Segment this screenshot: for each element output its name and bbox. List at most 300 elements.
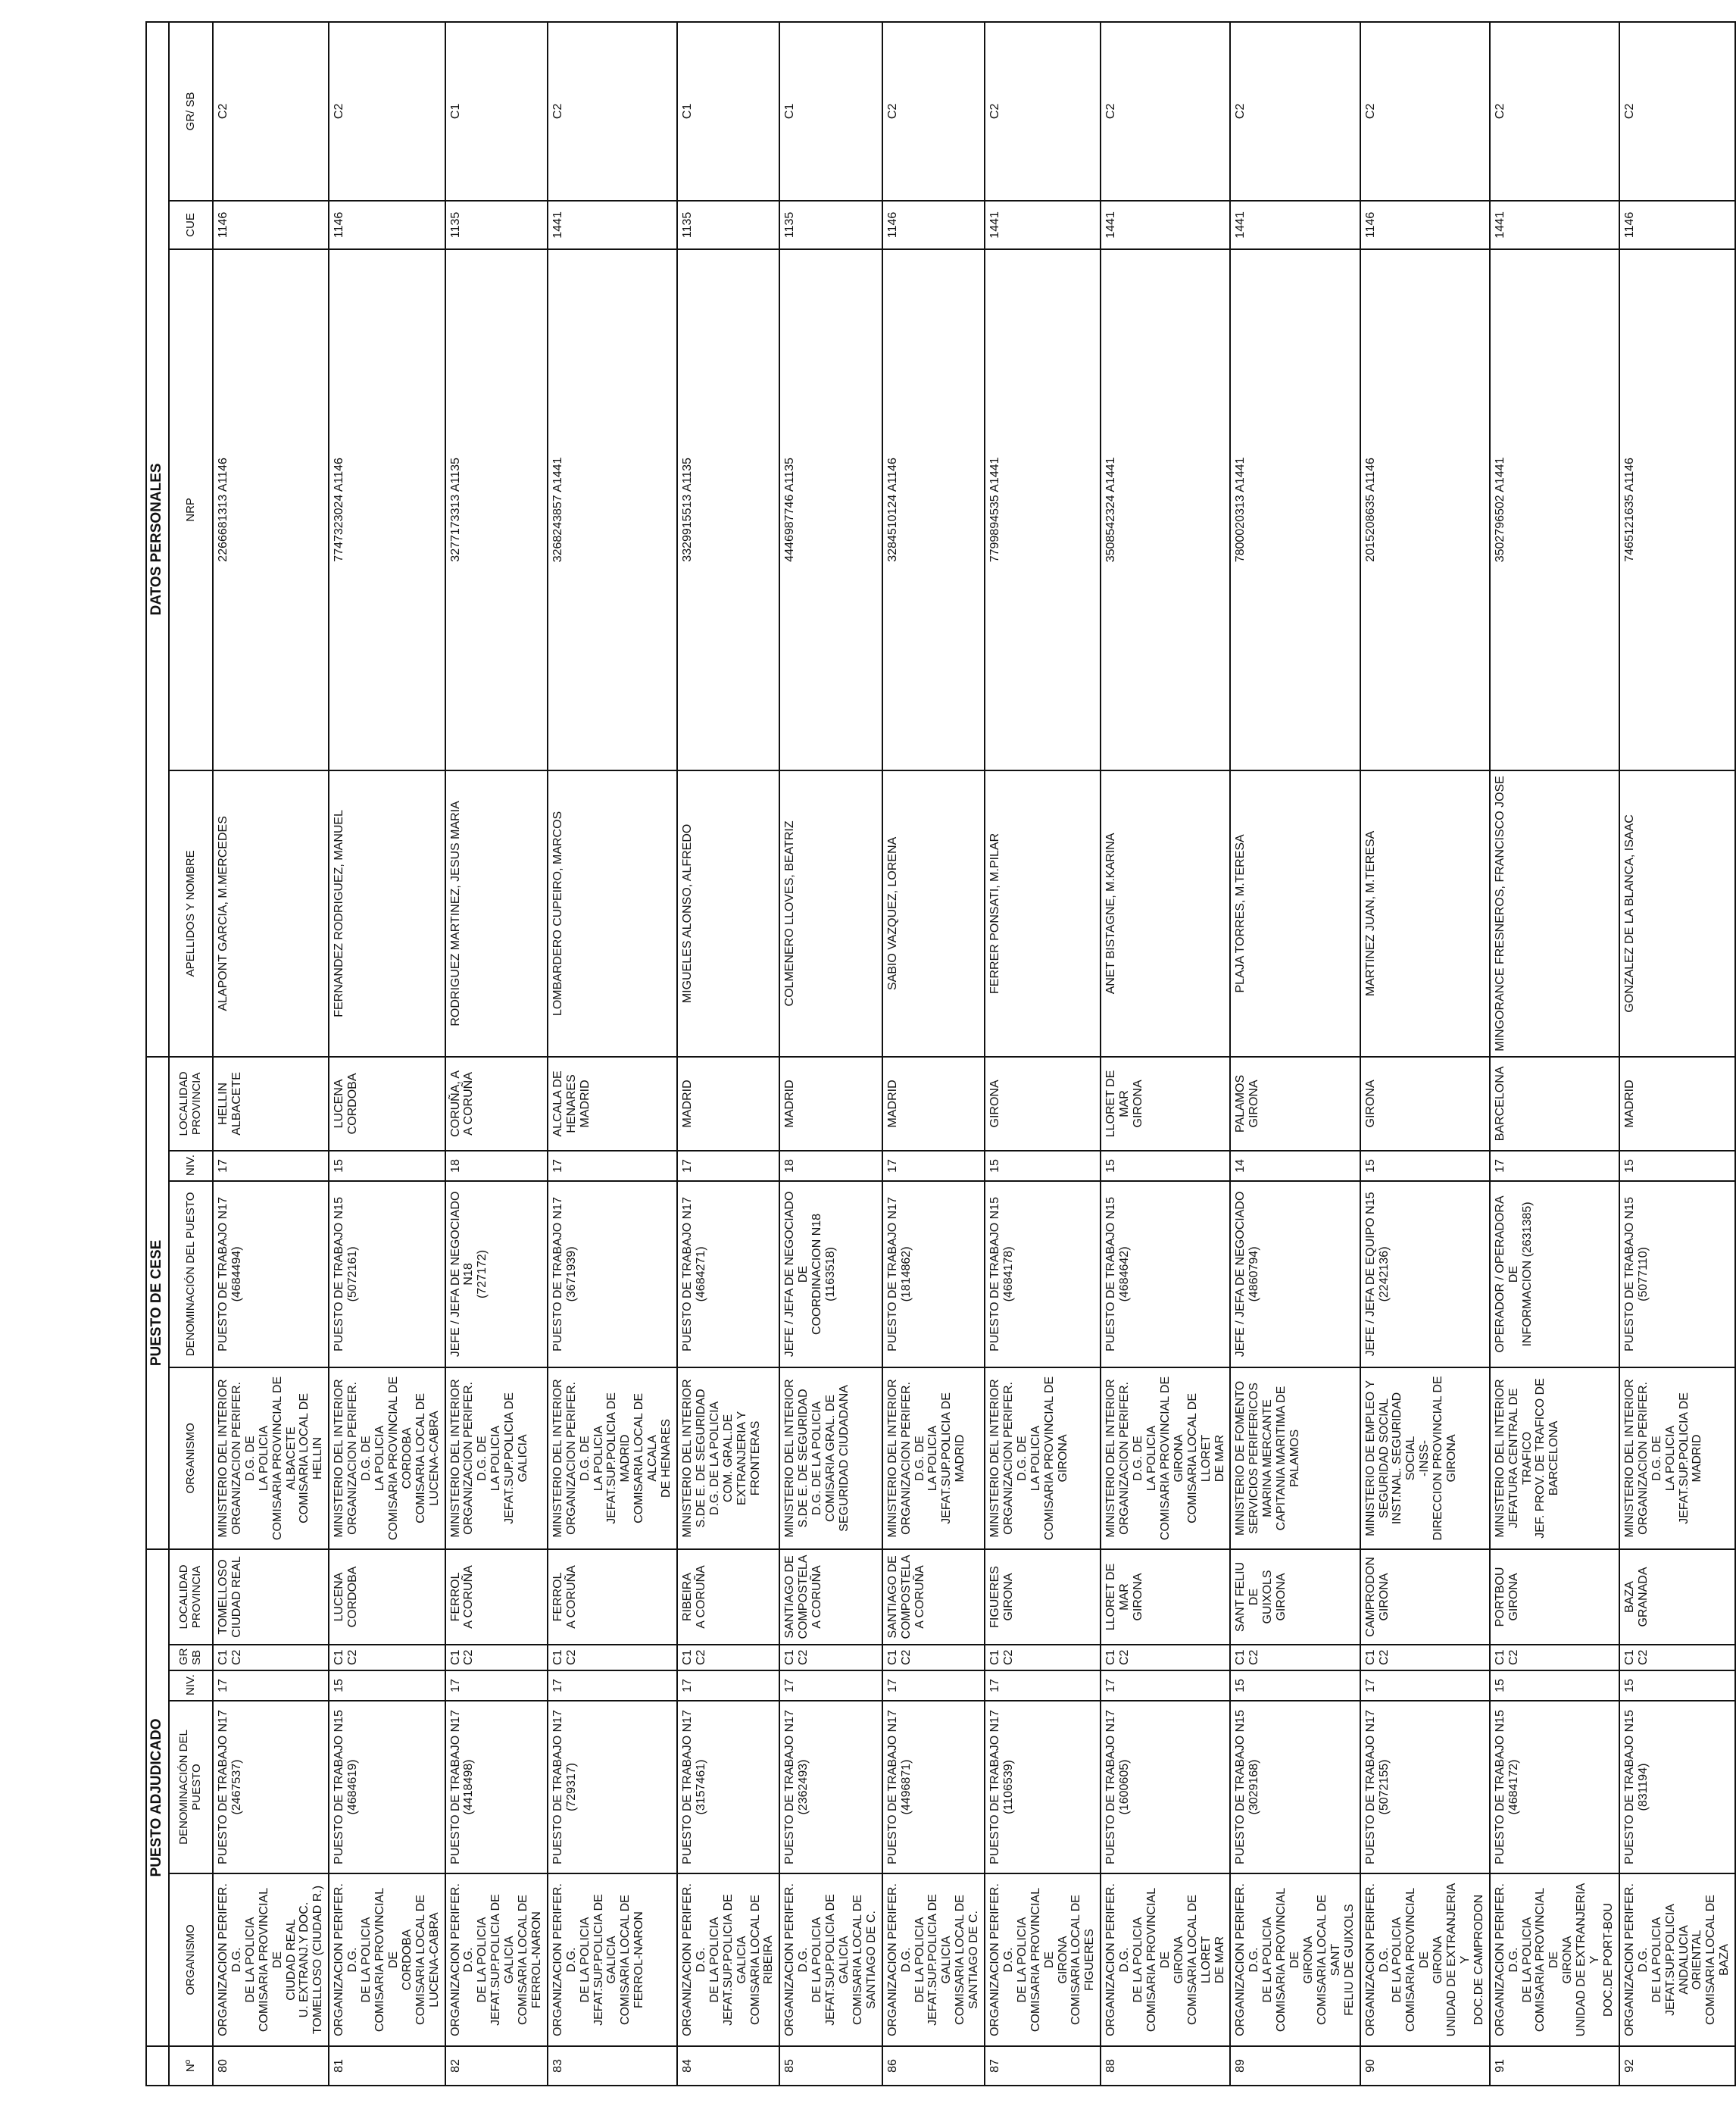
cell-denominacion: [1360, 1701, 1490, 1873]
cell-organismo-cese-line: MINISTERIO DEL INTERIOR: [988, 1379, 1002, 1538]
cell-organismo-line: UNIDAD DE EXTRANJERIA Y: [1575, 1883, 1602, 2037]
cell-localidad: [445, 1549, 548, 1645]
cell-cue: 1441: [985, 201, 1101, 249]
cell-organismo-line: JEFAT.SUP.POLICIA ANDALUCIA: [1663, 1904, 1691, 2016]
cell-localidad-line: GIRONA: [1001, 1573, 1015, 1621]
cell-denominacion-cese-line: INFORMACION (2631385): [1520, 1201, 1534, 1347]
cell-localidad: [779, 1549, 882, 1645]
cell-organismo-cese-line: MINISTERIO DEL INTERIOR: [783, 1379, 797, 1538]
cell-organismo-line: JEFAT.SUP.POLICIA DE GALICIA: [489, 1894, 517, 2026]
cell-denominacion-cese-line: (1814862): [899, 1246, 913, 1302]
cell-denominacion-line: PUESTO DE TRABAJO N17: [448, 1710, 462, 1864]
cell-denominacion-cese-line: PUESTO DE TRABAJO N15: [1104, 1196, 1118, 1351]
cell-localidad-cese-line: HENARES: [564, 1074, 578, 1133]
cell-organismo-line: DE LA POLICIA: [913, 1917, 926, 2003]
cell-grsb: [1101, 1645, 1230, 1670]
cell-denominacion-cese-line: JEFE / JEFA DE NEGOCIADO: [1234, 1191, 1247, 1358]
cell-grsb-line: C1: [681, 1649, 694, 1665]
cell-organismo-line: ORGANIZACION PERIFER. D.G.: [1363, 1883, 1391, 2036]
table-body: [213, 22, 1735, 2086]
cell-organismo-cese: [882, 1367, 985, 1549]
cell-organismo: [882, 1873, 985, 2046]
cell-localidad-line: CORDOBA: [346, 1566, 360, 1628]
cell-organismo-cese-line: JEFAT.SUP.POLICIA DE GALICIA: [503, 1392, 530, 1524]
cell-localidad-line: FIGUERES: [988, 1566, 1002, 1628]
cell-organismo-cese-line: DE HENARES: [660, 1418, 673, 1498]
cell-organismo-cese: [213, 1367, 329, 1549]
cell-denominacion-line: (2467537): [229, 1759, 243, 1815]
cell-denominacion-cese: [779, 1181, 882, 1367]
table-row: [882, 22, 985, 2086]
cell-grsb-personal: C2: [882, 22, 985, 201]
cell-localidad-line: A CORUÑA: [694, 1565, 707, 1629]
cell-organismo-line: ORGANIZACION PERIFER. D.G.: [551, 1883, 578, 2036]
cell-denominacion-line: PUESTO DE TRABAJO N17: [681, 1710, 694, 1864]
cell-grsb-personal: C2: [548, 22, 677, 201]
cell-localidad-line: PORTBOU: [1493, 1567, 1507, 1627]
header-nrp: NRP: [169, 249, 213, 770]
cell-organismo-cese-line: LA POLICIA: [1145, 1425, 1158, 1492]
cell-organismo: [779, 1873, 882, 2046]
cell-localidad-cese: [548, 1057, 677, 1151]
table-row: [329, 22, 445, 2086]
cell-organismo-line: COMISARIA PROVINCIAL DE: [1029, 1887, 1056, 2033]
cell-organismo-cese: [1490, 1367, 1619, 1549]
cell-num: 82: [445, 2046, 548, 2086]
cell-organismo-line: SANTIAGO DE C.: [967, 1911, 981, 2009]
cell-nrp: 7800020313 A1441: [1230, 249, 1360, 770]
cell-organismo-line: U. EXTRANJ.Y DOC.: [298, 1901, 311, 2018]
cell-organismo-line: COMISARIA PROVINCIAL DE: [373, 1887, 400, 2033]
cell-grsb: [445, 1645, 548, 1670]
cell-denominacion-line: (4496871): [899, 1759, 913, 1815]
cell-denominacion: [1490, 1701, 1619, 1873]
cell-denominacion-cese-line: PUESTO DE TRABAJO N17: [551, 1196, 564, 1351]
cell-nrp: 3329915513 A1135: [677, 249, 779, 770]
cell-denominacion-cese: [1360, 1181, 1490, 1367]
cell-grsb-personal: C2: [1619, 22, 1735, 201]
cell-organismo: [445, 1873, 548, 2046]
cell-denominacion-cese: [1490, 1181, 1619, 1367]
cell-organismo-cese-line: LA POLICIA: [1663, 1425, 1677, 1492]
cell-organismo-line: ORGANIZACION PERIFER. D.G.: [1104, 1883, 1132, 2036]
cell-localidad-cese-line: ALCALA DE: [551, 1070, 564, 1137]
cell-denominacion: [1101, 1701, 1230, 1873]
cell-denominacion-cese-line: (2242136): [1377, 1246, 1391, 1302]
cell-cue: 1146: [882, 201, 985, 249]
cell-organismo-line: SANTIAGO DE C.: [864, 1911, 878, 2009]
cell-grsb: [779, 1645, 882, 1670]
cell-localidad-cese: [1360, 1057, 1490, 1151]
cell-organismo-line: CORDOBA: [400, 1929, 414, 1991]
cell-cue: 1135: [445, 201, 548, 249]
cell-num: 84: [677, 2046, 779, 2086]
cell-organismo-cese-line: LUCENA-CABRA: [427, 1411, 441, 1506]
header-niv-cese: NIV.: [169, 1151, 213, 1181]
header-localidad-cese: LOCALIDAD PROVINCIA: [169, 1057, 213, 1151]
cell-organismo-cese-line: S.DE E. DE SEGURIDAD: [797, 1389, 810, 1528]
cell-organismo-line: COMISARIA LOCAL DE: [954, 1895, 967, 2025]
cell-cue: 1135: [677, 201, 779, 249]
cell-grsb: [882, 1645, 985, 1670]
cell-organismo-line: ORGANIZACION PERIFER. D.G.: [1493, 1883, 1520, 2036]
cell-organismo-cese-line: MINISTERIO DEL INTERIOR: [681, 1379, 694, 1538]
cell-organismo: [1101, 1873, 1230, 2046]
cell-organismo-cese-line: -INSS-: [1418, 1439, 1432, 1476]
cell-denominacion-cese-line: PUESTO DE TRABAJO N15: [988, 1196, 1002, 1351]
cell-localidad-line: GRANADA: [1636, 1567, 1650, 1627]
cell-localidad: [1619, 1549, 1735, 1645]
cell-organismo-line: DE LA POLICIA: [1015, 1917, 1029, 2003]
cell-organismo-cese-line: GIRONA: [1445, 1434, 1459, 1483]
cell-organismo-line: DE MAR: [1213, 1936, 1226, 1984]
cell-organismo-cese-line: MINISTERIO DE FOMENTO: [1234, 1380, 1247, 1536]
cell-organismo-line: JEFAT.SUP.POLICIA DE GALICIA: [721, 1894, 748, 2026]
cell-organismo-cese: [1230, 1367, 1360, 1549]
cell-niv: 15: [1619, 1670, 1735, 1701]
cell-grsb-personal: C2: [1490, 22, 1619, 201]
cell-localidad-line: TOMELLOSO: [217, 1559, 229, 1635]
cell-denominacion: [548, 1701, 677, 1873]
table-row: [1230, 22, 1360, 2086]
cell-localidad-cese: [213, 1057, 329, 1151]
cell-organismo-line: ORGANIZACION PERIFER. D.G.: [681, 1883, 707, 2036]
cell-cue: 1441: [1490, 201, 1619, 249]
cell-localidad-line: BAZA: [1622, 1581, 1636, 1613]
cell-localidad-cese-line: GIRONA: [1247, 1080, 1261, 1128]
cell-grsb-personal: C2: [329, 22, 445, 201]
cell-localidad-line: CIUDAD REAL: [229, 1556, 243, 1638]
header-num: Nº: [169, 2046, 213, 2086]
cell-grsb-personal: C2: [1230, 22, 1360, 201]
cell-organismo-line: DOC.DE CAMPRODON: [1472, 1894, 1485, 2026]
cell-organismo-cese-line: GIRONA: [1056, 1434, 1069, 1483]
cell-organismo-cese-line: JEFAT.SUP.POLICIA DE MADRID: [940, 1392, 967, 1524]
cell-localidad-cese: [1101, 1057, 1230, 1151]
cell-grsb-line: C2: [462, 1649, 476, 1665]
cell-nrp: 3277173313 A1135: [445, 249, 548, 770]
cell-organismo-cese-line: D.G. DE LA POLICIA: [707, 1401, 721, 1516]
cell-organismo-cese-line: MINISTERIO DEL INTERIOR: [551, 1379, 564, 1538]
cell-grsb-line: C1: [1104, 1649, 1118, 1665]
cell-niv: 15: [1490, 1670, 1619, 1701]
cell-organismo-line: DE LA POLICIA: [707, 1917, 721, 2003]
cell-denominacion-line: (4684172): [1507, 1759, 1520, 1815]
cell-niv: 17: [1360, 1670, 1490, 1701]
cell-nrp: 2266681313 A1146: [213, 249, 329, 770]
cell-denominacion-cese-line: PUESTO DE TRABAJO N15: [1622, 1196, 1636, 1351]
cell-denominacion-line: PUESTO DE TRABAJO N15: [1622, 1710, 1636, 1864]
cell-niv: 17: [779, 1670, 882, 1701]
cell-denominacion-cese: [1230, 1181, 1360, 1367]
cell-localidad-cese-line: PALAMOS: [1234, 1074, 1247, 1133]
cell-organismo-cese: [329, 1367, 445, 1549]
cell-denominacion-line: PUESTO DE TRABAJO N15: [1234, 1710, 1247, 1864]
cell-organismo: [1360, 1873, 1490, 2046]
cell-organismo-cese-line: COMISARIA LOCAL DE HELLIN: [298, 1392, 325, 1523]
cell-grsb: [1490, 1645, 1619, 1670]
cell-localidad-line: SANTIAGO DE: [885, 1555, 899, 1639]
cell-grsb-line: C2: [1507, 1649, 1520, 1665]
table-row: [677, 22, 779, 2086]
cell-organismo-cese-line: COMISARIA GRAL. DE: [824, 1394, 838, 1522]
cell-grsb: [1230, 1645, 1360, 1670]
cell-denominacion-cese-line: PUESTO DE TRABAJO N17: [217, 1196, 229, 1351]
cell-localidad-line: SANT FELIU DE: [1234, 1561, 1261, 1633]
cell-denominacion-line: (1600605): [1118, 1759, 1132, 1815]
cell-localidad-cese-line: GIRONA: [988, 1080, 1002, 1128]
cell-organismo-line: COMISARIA LOCAL DE BAZA: [1704, 1895, 1731, 2025]
cell-organismo-line: ORGANIZACION PERIFER. D.G.: [988, 1883, 1015, 2036]
cell-niv-cese: 15: [329, 1151, 445, 1181]
cell-organismo-cese-line: COMISARIA PROVINCIAL DE: [1158, 1376, 1172, 1541]
cell-localidad-cese-line: CORDOBA: [346, 1073, 360, 1135]
section-datos-personales: DATOS PERSONALES: [146, 22, 169, 1057]
cell-organismo-cese-line: FRONTERAS: [748, 1420, 762, 1496]
cell-denominacion: [985, 1701, 1101, 1873]
cell-denominacion-cese-line: PUESTO DE TRABAJO N17: [681, 1196, 694, 1351]
cell-organismo-cese-line: JEFAT.SUP.POLICIA DE MADRID: [1677, 1392, 1704, 1524]
cell-localidad-line: CAMPRODON: [1363, 1557, 1377, 1637]
cell-grsb: [329, 1645, 445, 1670]
cell-organismo: [213, 1873, 329, 2046]
cell-apellidos: RODRIGUEZ MARTINEZ, JESUS MARIA: [445, 770, 548, 1057]
cell-grsb-line: C1: [783, 1649, 797, 1665]
table-row: [985, 22, 1101, 2086]
cell-organismo-line: FERROL-NARON: [529, 1911, 543, 2009]
cell-grsb-line: C2: [797, 1649, 810, 1665]
cell-denominacion-line: PUESTO DE TRABAJO N17: [885, 1710, 899, 1864]
cell-organismo: [548, 1873, 677, 2046]
cell-organismo-line: DE LA POLICIA: [476, 1917, 489, 2003]
cell-denominacion-cese: [329, 1181, 445, 1367]
cell-denominacion-cese-line: COORDINACION N18 (1163518): [810, 1213, 838, 1335]
cell-organismo-line: COMISARIA LOCAL DE LLORET: [1185, 1895, 1213, 2025]
cell-organismo-cese-line: CAPITANIA MARITIMA DE: [1275, 1386, 1288, 1531]
cell-localidad: [329, 1549, 445, 1645]
cell-denominacion-line: PUESTO DE TRABAJO N17: [1104, 1710, 1118, 1864]
table-row: [1101, 22, 1230, 2086]
cell-localidad: [548, 1549, 677, 1645]
cell-apellidos: PLAJA TORRES, M.TERESA: [1230, 770, 1360, 1057]
cell-organismo-line: ORGANIZACION PERIFER. D.G.: [448, 1883, 476, 2036]
cell-organismo: [1619, 1873, 1735, 2046]
cell-grsb-personal: C2: [985, 22, 1101, 201]
cell-organismo-line: COMISARIA LOCAL DE: [517, 1895, 530, 2025]
cell-organismo-line: COMISARIA LOCAL DE SANT: [1315, 1895, 1342, 2025]
cell-denominacion-line: PUESTO DE TRABAJO N17: [1363, 1710, 1377, 1864]
cell-denominacion-cese-line: (5072161): [346, 1246, 360, 1302]
cell-grsb: [548, 1645, 677, 1670]
cell-organismo-line: ORGANIZACION PERIFER. D.G.: [783, 1883, 810, 2036]
cell-denominacion-cese-line: PUESTO DE TRABAJO N17: [885, 1196, 899, 1351]
section-puesto-cese: PUESTO DE CESE: [146, 1057, 169, 1549]
cell-denominacion-cese-line: (4860794): [1247, 1246, 1261, 1302]
cell-organismo-cese: [779, 1367, 882, 1549]
cell-organismo-cese-line: BARCELONA: [1547, 1420, 1561, 1496]
cell-niv: 17: [213, 1670, 329, 1701]
cell-cue: 1146: [213, 201, 329, 249]
cell-localidad-line: COMPOSTELA: [899, 1555, 913, 1639]
header-grsb: GR SB: [169, 1645, 213, 1670]
cell-apellidos: ANET BISTAGNE, M.KARINA: [1101, 770, 1230, 1057]
cell-nrp: 3284510124 A1146: [882, 249, 985, 770]
adjudication-table: [145, 21, 1736, 2086]
cell-localidad-cese-line: MADRID: [783, 1080, 797, 1128]
cell-organismo-cese: [548, 1367, 677, 1549]
cell-organismo-cese-line: COMISARIA LOCAL DE: [414, 1392, 427, 1523]
cell-organismo-cese-line: MINISTERIO DEL INTERIOR: [885, 1379, 899, 1538]
cell-denominacion: [1230, 1701, 1360, 1873]
cell-denominacion-cese-line: PUESTO DE TRABAJO N15: [333, 1196, 346, 1351]
cell-localidad-cese-line: HELLIN: [217, 1082, 229, 1125]
cell-grsb: [1619, 1645, 1735, 1670]
cell-cue: 1146: [1619, 201, 1735, 249]
cell-denominacion-cese: [1101, 1181, 1230, 1367]
cell-organismo-cese-line: ORGANIZACION PERIFER. D.G. DE: [564, 1382, 592, 1535]
cell-denominacion-line: (4684619): [346, 1759, 360, 1815]
cell-organismo-cese-line: MINISTERIO DEL INTERIOR: [217, 1379, 229, 1538]
cell-denominacion-cese-line: (4684271): [694, 1246, 707, 1302]
cell-organismo-cese-line: JEF. PROV. DE TRAFICO DE: [1534, 1378, 1547, 1539]
cell-organismo-line: FELIU DE GUIXOLS: [1342, 1904, 1356, 2016]
cell-denominacion-line: (831194): [1636, 1763, 1650, 1811]
header-cue: CUE: [169, 201, 213, 249]
cell-organismo-cese-line: ALBACETE: [284, 1426, 298, 1490]
cell-apellidos: MINGORANCE FRESNEROS, FRANCISCO JOSE: [1490, 770, 1619, 1057]
cell-localidad-line: SANTIAGO DE: [783, 1555, 797, 1639]
cell-organismo-cese-line: MARINA MERCANTE: [1261, 1399, 1275, 1517]
cell-grsb-personal: C2: [213, 22, 329, 201]
cell-apellidos: FERNANDEZ RODRIGUEZ, MANUEL: [329, 770, 445, 1057]
cell-organismo-cese: [677, 1367, 779, 1549]
cell-organismo-line: COMISARIA PROVINCIAL DE: [257, 1887, 284, 2033]
cell-localidad-cese: [1490, 1057, 1619, 1151]
cell-organismo-cese-line: LA POLICIA: [489, 1425, 503, 1492]
cell-organismo-line: ORGANIZACION PERIFER. D.G.: [1234, 1883, 1261, 2036]
cell-localidad-cese: [677, 1057, 779, 1151]
cell-grsb-line: C2: [229, 1649, 243, 1665]
cell-grsb: [1360, 1645, 1490, 1670]
cell-grsb-line: C1: [551, 1649, 564, 1665]
cell-organismo-line: COMISARIA PROVINCIAL DE: [1534, 1887, 1561, 2033]
column-header-row: [169, 22, 213, 2086]
cell-denominacion-cese-line: JEFE / JEFA DE NEGOCIADO N18: [448, 1191, 476, 1358]
cell-organismo-cese-line: COMISARIA LOCAL DE LLORET: [1185, 1392, 1213, 1523]
cell-organismo-cese-line: ORGANIZACION PERIFER. D.G. DE: [1001, 1382, 1029, 1535]
cell-niv: 17: [677, 1670, 779, 1701]
cell-organismo-line: COMISARIA LOCAL DE: [414, 1895, 427, 2025]
cell-niv-cese: 18: [445, 1151, 548, 1181]
cell-localidad: [1101, 1549, 1230, 1645]
cell-localidad: [985, 1549, 1101, 1645]
cell-organismo: [1490, 1873, 1619, 2046]
cell-localidad-cese: [1619, 1057, 1735, 1151]
cell-grsb-line: C2: [1636, 1649, 1650, 1665]
cell-localidad-cese-line: LUCENA: [333, 1079, 346, 1129]
cell-cue: 1146: [1360, 201, 1490, 249]
cell-grsb-personal: C1: [677, 22, 779, 201]
cell-num: 80: [213, 2046, 329, 2086]
cell-apellidos: FERRER PONSATI, M.PILAR: [985, 770, 1101, 1057]
cell-organismo-line: DE LA POLICIA: [360, 1917, 373, 2003]
cell-organismo-line: GIRONA: [1172, 1936, 1185, 1984]
cell-organismo-cese: [445, 1367, 548, 1549]
cell-localidad: [213, 1549, 329, 1645]
cell-organismo-cese-line: JEFAT.SUP.POLICIA DE MADRID: [605, 1392, 632, 1524]
cell-denominacion: [677, 1701, 779, 1873]
cell-organismo-cese-line: DIRECCION PROVINCIAL DE: [1432, 1376, 1445, 1541]
cell-niv-cese: 18: [779, 1151, 882, 1181]
cell-organismo-line: GIRONA: [1056, 1936, 1069, 1984]
cell-organismo-line: JEFAT.SUP.POLICIA DE GALICIA: [592, 1894, 619, 2026]
cell-denominacion-cese-line: (4684642): [1118, 1246, 1132, 1302]
cell-organismo-line: COMISARIA LOCAL DE RIBEIRA: [748, 1895, 776, 2025]
cell-apellidos: SABIO VAZQUEZ, LORENA: [882, 770, 985, 1057]
cell-apellidos: MARTINEZ JUAN, M.TERESA: [1360, 770, 1490, 1057]
cell-organismo-cese-line: COM. GRAL.DE EXTRANJERIA Y: [721, 1411, 748, 1506]
cell-niv: 17: [548, 1670, 677, 1701]
cell-organismo-line: DE LA POLICIA: [578, 1917, 592, 2003]
cell-organismo-cese-line: CORDOBA: [400, 1427, 414, 1489]
cell-grsb-line: C1: [988, 1649, 1002, 1665]
cell-denominacion: [1619, 1701, 1735, 1873]
cell-organismo-line: ORIENTAL: [1691, 1930, 1704, 1990]
cell-nrp: 3508542324 A1441: [1101, 249, 1230, 770]
cell-denominacion: [445, 1701, 548, 1873]
cell-localidad-cese-line: MADRID: [1622, 1080, 1636, 1128]
cell-denominacion-cese-line: (3671939): [564, 1246, 578, 1302]
cell-organismo-line: CIUDAD REAL: [284, 1919, 298, 2001]
cell-denominacion-cese-line: OPERADOR / OPERADORA DE: [1493, 1195, 1520, 1353]
cell-niv: 17: [985, 1670, 1101, 1701]
cell-organismo-cese-line: LA POLICIA: [1029, 1425, 1042, 1492]
cell-denominacion-cese: [985, 1181, 1101, 1367]
cell-num: 87: [985, 2046, 1101, 2086]
cell-num: 91: [1490, 2046, 1619, 2086]
cell-localidad-line: GIRONA: [1275, 1573, 1288, 1621]
cell-num: 83: [548, 2046, 677, 2086]
cell-organismo-cese-line: LA POLICIA: [257, 1425, 270, 1492]
cell-organismo-line: GIRONA: [1432, 1936, 1445, 1984]
cell-denominacion-cese-line: JEFE / JEFA DE NEGOCIADO DE: [783, 1191, 810, 1358]
cell-grsb-personal: C2: [1360, 22, 1490, 201]
cell-organismo-line: FIGUERES: [1083, 1929, 1097, 1991]
cell-grsb-personal: C1: [445, 22, 548, 201]
cell-organismo-cese-line: SERVICIOS PERIFERICOS: [1247, 1383, 1261, 1534]
cell-organismo-line: COMISARIA LOCAL DE: [1069, 1895, 1083, 2025]
cell-num: 81: [329, 2046, 445, 2086]
cell-denominacion-line: (2362493): [797, 1759, 810, 1815]
cell-niv: 17: [1101, 1670, 1230, 1701]
header-niv: NIV.: [169, 1670, 213, 1701]
cell-niv-cese: 15: [1619, 1151, 1735, 1181]
cell-niv-cese: 14: [1230, 1151, 1360, 1181]
cell-organismo: [985, 1873, 1101, 2046]
cell-organismo: [329, 1873, 445, 2046]
cell-localidad: [1230, 1549, 1360, 1645]
cell-niv: 17: [445, 1670, 548, 1701]
cell-localidad: [882, 1549, 985, 1645]
cell-denominacion: [213, 1701, 329, 1873]
cell-organismo-cese-line: ORGANIZACION PERIFER. D.G. DE: [1118, 1382, 1145, 1535]
cell-organismo-line: COMISARIA LOCAL DE: [851, 1895, 864, 2025]
cell-denominacion-line: (3029168): [1247, 1759, 1261, 1815]
cell-grsb-line: C1: [333, 1649, 346, 1665]
cell-organismo-line: DE LA POLICIA: [1391, 1917, 1404, 2003]
cell-organismo-line: FERROL-NARON: [632, 1911, 646, 2009]
table-row: [1490, 22, 1619, 2086]
